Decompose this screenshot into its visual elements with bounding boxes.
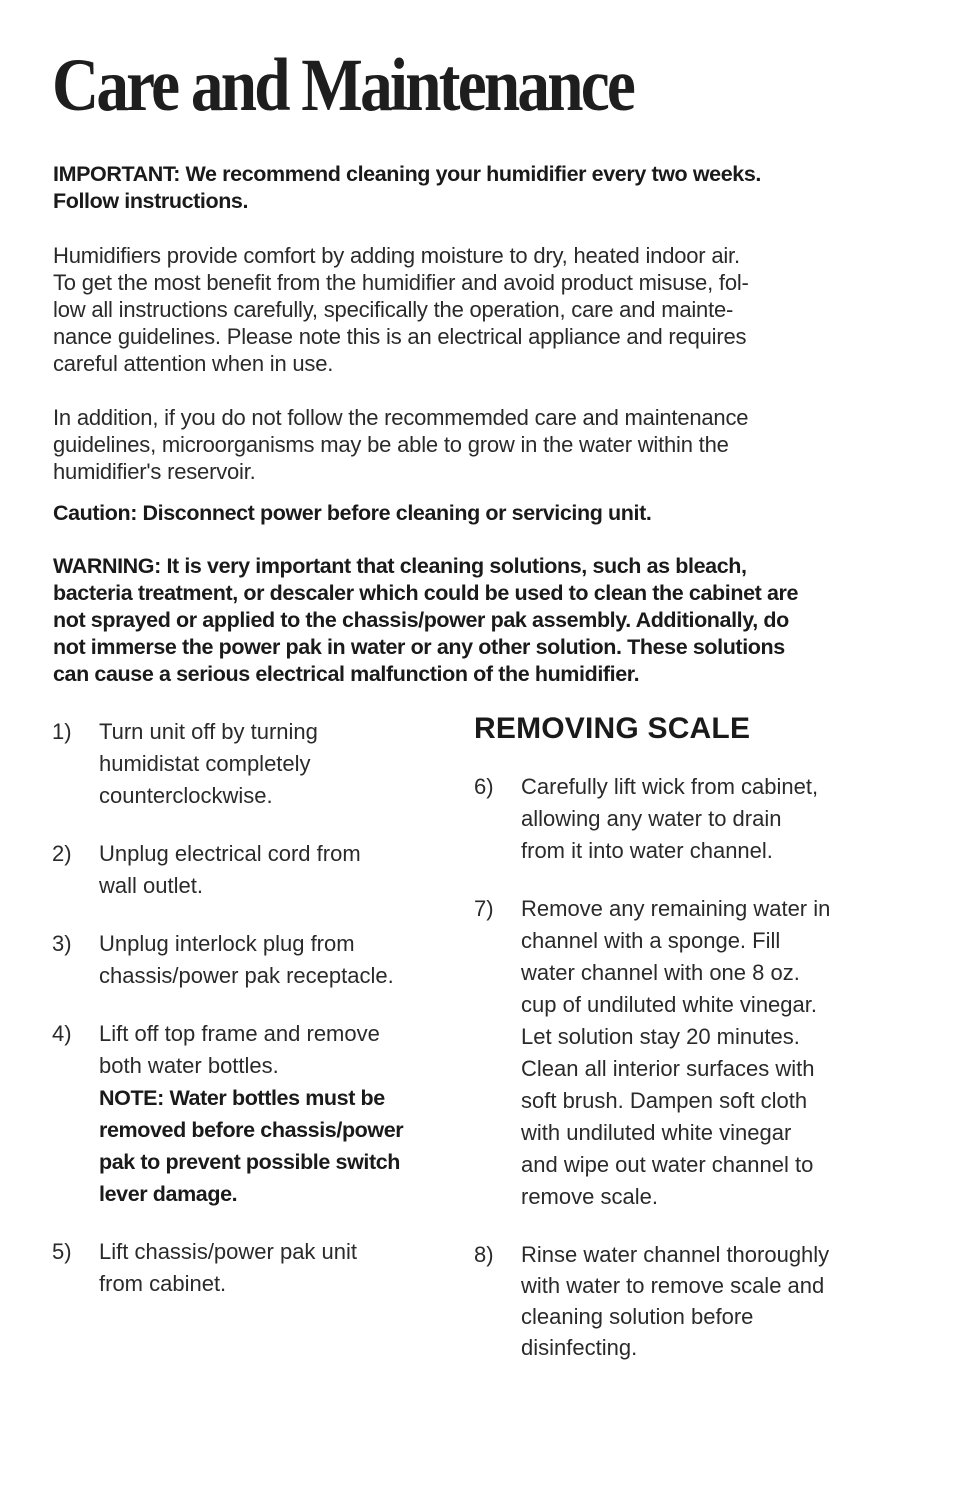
step-line: remove scale. — [521, 1184, 658, 1209]
intro-line: Humidifiers provide comfort by adding moisture to dry, heated indoor air. — [53, 243, 740, 268]
caution-line: Caution: Disconnect power before cleaning or servicing unit. — [53, 501, 652, 525]
list-item — [52, 1018, 452, 1210]
step-line: humidistat completely — [99, 751, 311, 776]
list-item — [52, 1236, 452, 1300]
step-number: 7) — [474, 896, 494, 921]
step-line: Let solution stay 20 minutes. — [521, 1024, 800, 1049]
intro-line: low all instructions carefully, specifically the operation, care and mainte- — [53, 297, 734, 322]
step-line: soft brush. Dampen soft cloth — [521, 1088, 808, 1113]
step-note-line: pak to prevent possible switch — [99, 1150, 401, 1174]
step-note-line: NOTE: Water bottles must be — [99, 1086, 385, 1110]
removing-scale-steps-list — [474, 771, 894, 1363]
section-heading-removing-scale: REMOVING SCALE — [474, 712, 751, 745]
intro-line: nance guidelines. Please note this is an electrical appliance and requires — [53, 324, 747, 349]
important-line: IMPORTANT: We recommend cleaning your humidifier every two weeks. — [53, 162, 761, 186]
step-number: 6) — [474, 774, 494, 799]
important-line: Follow instructions. — [53, 189, 249, 213]
addition-line: In addition, if you do not follow the recommemded care and maintenance — [53, 405, 749, 430]
list-item — [474, 1239, 894, 1363]
addition-paragraph — [53, 404, 883, 485]
warning-notice — [53, 553, 883, 688]
step-number: 3) — [52, 931, 72, 956]
step-line: disinfecting. — [521, 1335, 638, 1360]
warning-line: can cause a serious electrical malfunction of the humidifier. — [53, 662, 640, 686]
step-line: cup of undiluted white vinegar. — [521, 992, 817, 1017]
step-line: Clean all interior surfaces with — [521, 1056, 815, 1081]
caution-notice — [53, 500, 883, 527]
addition-line: humidifier's reservoir. — [53, 459, 256, 484]
intro-line: careful attention when in use. — [53, 351, 334, 376]
warning-line: WARNING: It is very important that cleaning solutions, such as bleach, — [53, 554, 747, 578]
step-line: channel with a sponge. Fill — [521, 928, 781, 953]
step-line: with water to remove scale and — [521, 1273, 825, 1298]
list-item — [474, 771, 894, 867]
step-number: 8) — [474, 1242, 494, 1267]
page-title: Care and Maintenance — [52, 44, 634, 127]
step-line: Rinse water channel thoroughly — [521, 1242, 830, 1267]
intro-line: To get the most benefit from the humidifier and avoid product misuse, fol- — [53, 270, 749, 295]
list-item — [52, 716, 452, 812]
step-line: both water bottles. — [99, 1053, 279, 1078]
step-line: wall outlet. — [99, 873, 203, 898]
list-item — [52, 838, 452, 902]
warning-line: bacteria treatment, or descaler which could be used to clean the cabinet are — [53, 581, 799, 605]
intro-paragraph — [53, 242, 883, 377]
left-steps-list — [52, 716, 452, 1300]
step-line: Lift off top frame and remove — [99, 1021, 380, 1046]
step-line: cleaning solution before — [521, 1304, 754, 1329]
step-line: from it into water channel. — [521, 838, 773, 863]
addition-line: guidelines, microorganisms may be able to grow in the water within the — [53, 432, 729, 457]
step-line: from cabinet. — [99, 1271, 227, 1296]
list-item — [474, 893, 894, 1213]
step-line: chassis/power pak receptacle. — [99, 963, 394, 988]
step-number: 2) — [52, 841, 72, 866]
step-line: allowing any water to drain — [521, 806, 782, 831]
step-line: Turn unit off by turning — [99, 719, 318, 744]
step-line: counterclockwise. — [99, 783, 273, 808]
step-line: Lift chassis/power pak unit — [99, 1239, 358, 1264]
step-number: 1) — [52, 719, 72, 744]
list-item — [52, 928, 452, 992]
step-number: 5) — [52, 1239, 72, 1264]
step-line: Unplug interlock plug from — [99, 931, 355, 956]
step-number: 4) — [52, 1021, 72, 1046]
warning-line: not sprayed or applied to the chassis/power pak assembly. Additionally, do — [53, 608, 789, 632]
step-note-line: lever damage. — [99, 1182, 238, 1206]
step-line: water channel with one 8 oz. — [521, 960, 800, 985]
step-line: Carefully lift wick from cabinet, — [521, 774, 819, 799]
step-line: and wipe out water channel to — [521, 1152, 814, 1177]
step-line: with undiluted white vinegar — [521, 1120, 792, 1145]
step-note-line: removed before chassis/power — [99, 1118, 404, 1142]
step-line: Unplug electrical cord from — [99, 841, 361, 866]
warning-line: not immerse the power pak in water or any other solution. These solutions — [53, 635, 785, 659]
important-notice — [53, 161, 883, 215]
step-line: Remove any remaining water in — [521, 896, 831, 921]
